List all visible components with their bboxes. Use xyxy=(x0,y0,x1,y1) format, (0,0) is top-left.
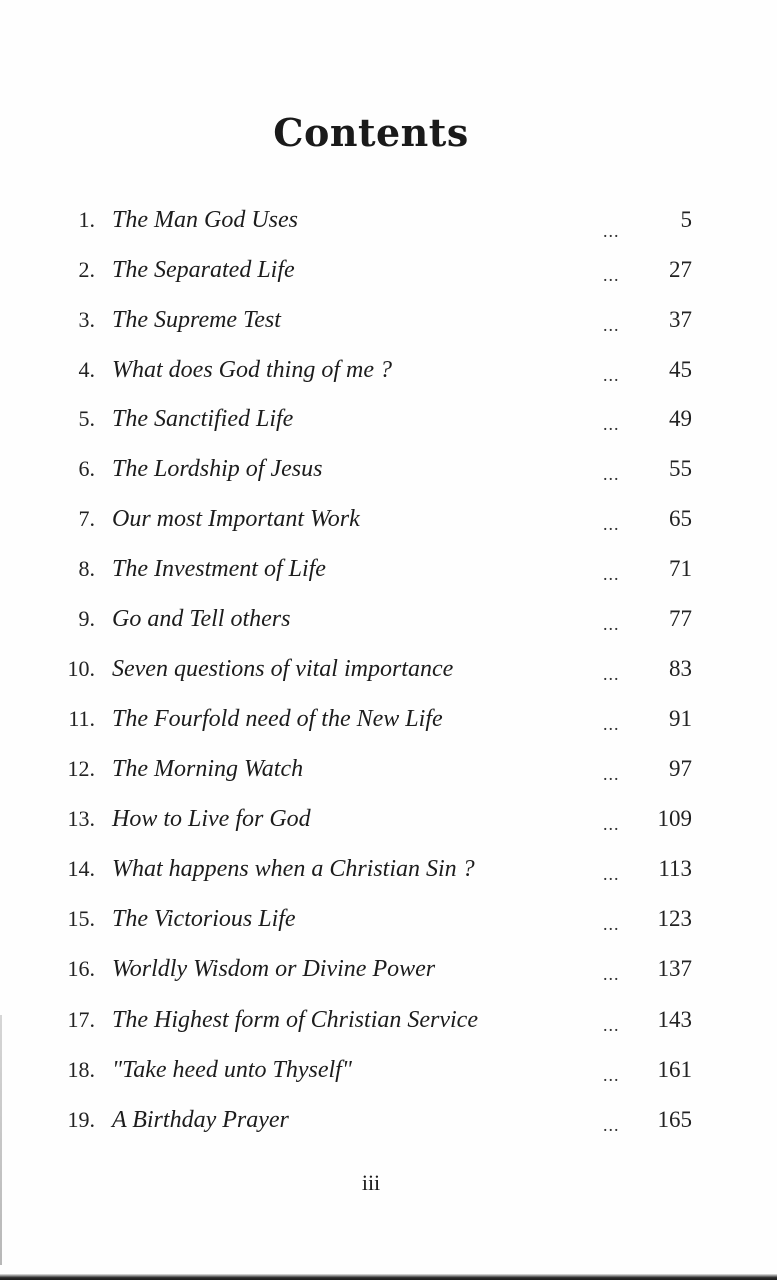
leader-dots: ... xyxy=(603,964,620,984)
entry-title: The Morning Watch xyxy=(112,756,304,782)
entry-page: 137 xyxy=(657,956,692,981)
entry-number: 6. xyxy=(78,456,95,481)
entry-page: 161 xyxy=(657,1057,692,1082)
entry-number: 2. xyxy=(78,257,95,282)
toc-entry xyxy=(0,606,777,646)
page-number: iii xyxy=(361,1170,381,1195)
toc-entry xyxy=(0,406,777,446)
toc-entry xyxy=(0,756,777,796)
entry-number: 3. xyxy=(78,307,95,332)
toc-entry xyxy=(0,1107,777,1147)
entry-title: Our most Important Work xyxy=(112,506,360,532)
leader-dots: ... xyxy=(603,315,620,335)
page-bottom-edge xyxy=(0,1274,777,1280)
toc-entry xyxy=(0,556,777,596)
toc-entry xyxy=(0,456,777,496)
toc-entry xyxy=(0,906,777,946)
entry-page: 143 xyxy=(657,1007,692,1032)
entry-page: 27 xyxy=(669,257,692,282)
toc-entry xyxy=(0,706,777,746)
entry-title: Go and Tell others xyxy=(112,606,291,632)
entry-title: The Investment of Life xyxy=(112,556,326,582)
entry-page: 123 xyxy=(657,906,692,931)
entry-title: The Victorious Life xyxy=(112,906,296,932)
entry-number: 5. xyxy=(78,406,95,431)
toc-entry xyxy=(0,856,777,896)
toc-entry xyxy=(0,1057,777,1097)
entry-number: 10. xyxy=(67,656,95,681)
entry-page: 71 xyxy=(669,556,692,581)
entry-page: 165 xyxy=(657,1107,692,1132)
entry-title: The Fourfold need of the New Life xyxy=(112,706,443,732)
entry-number: 7. xyxy=(78,506,95,531)
entry-title: The Separated Life xyxy=(112,257,295,283)
entry-page: 5 xyxy=(680,207,692,232)
entry-page: 55 xyxy=(669,456,692,481)
toc-entry xyxy=(0,506,777,546)
leader-dots: ... xyxy=(603,464,620,484)
entry-title: Seven questions of vital importance xyxy=(112,656,454,682)
entry-title: How to Live for God xyxy=(112,806,311,832)
toc-entry xyxy=(0,656,777,696)
entry-title: "Take heed unto Thyself" xyxy=(112,1057,352,1083)
leader-dots: ... xyxy=(603,914,620,934)
entry-number: 9. xyxy=(78,606,95,631)
entry-page: 97 xyxy=(669,756,692,781)
toc-entry xyxy=(0,806,777,846)
entry-number: 18. xyxy=(67,1057,95,1082)
leader-dots: ... xyxy=(603,514,620,534)
leader-dots: ... xyxy=(603,814,620,834)
page-title: Contents xyxy=(273,110,469,155)
leader-dots: ... xyxy=(603,365,620,385)
leader-dots: ... xyxy=(603,564,620,584)
entry-title: What happens when a Christian Sin ? xyxy=(112,856,475,882)
entry-number: 14. xyxy=(67,856,95,881)
entry-number: 1. xyxy=(78,207,95,232)
entry-title: The Sanctified Life xyxy=(112,406,294,432)
toc-entry xyxy=(0,207,777,247)
entry-title: The Man God Uses xyxy=(112,207,298,233)
leader-dots: ... xyxy=(603,714,620,734)
entry-page: 83 xyxy=(669,656,692,681)
entry-number: 17. xyxy=(67,1007,95,1032)
entry-number: 16. xyxy=(67,956,95,981)
entry-number: 4. xyxy=(78,357,95,382)
entry-page: 49 xyxy=(669,406,692,431)
entry-number: 19. xyxy=(67,1107,95,1132)
entry-number: 12. xyxy=(67,756,95,781)
leader-dots: ... xyxy=(603,614,620,634)
leader-dots: ... xyxy=(603,664,620,684)
toc-entry xyxy=(0,307,777,347)
leader-dots: ... xyxy=(603,1065,620,1085)
entry-page: 65 xyxy=(669,506,692,531)
leader-dots: ... xyxy=(603,864,620,884)
toc-entry xyxy=(0,257,777,297)
entry-page: 45 xyxy=(669,357,692,382)
entry-number: 13. xyxy=(67,806,95,831)
toc-entry xyxy=(0,357,777,397)
entry-title: Worldly Wisdom or Divine Power xyxy=(112,956,436,982)
entry-title: The Highest form of Christian Service xyxy=(112,1007,478,1033)
entry-title: A Birthday Prayer xyxy=(112,1107,289,1133)
leader-dots: ... xyxy=(603,1015,620,1035)
entry-number: 11. xyxy=(68,706,95,731)
leader-dots: ... xyxy=(603,221,620,241)
entry-page: 109 xyxy=(657,806,692,831)
leader-dots: ... xyxy=(603,414,620,434)
entry-page: 77 xyxy=(669,606,692,631)
entry-number: 8. xyxy=(78,556,95,581)
leader-dots: ... xyxy=(603,1115,620,1135)
entry-title: What does God thing of me ? xyxy=(112,357,392,383)
entry-page: 91 xyxy=(669,706,692,731)
leader-dots: ... xyxy=(603,764,620,784)
leader-dots: ... xyxy=(603,265,620,285)
entry-title: The Supreme Test xyxy=(112,307,281,333)
toc-entry xyxy=(0,1007,777,1047)
entry-page: 37 xyxy=(669,307,692,332)
entry-page: 113 xyxy=(658,856,692,881)
entry-title: The Lordship of Jesus xyxy=(112,456,323,482)
toc-entry xyxy=(0,956,777,996)
entry-number: 15. xyxy=(67,906,95,931)
